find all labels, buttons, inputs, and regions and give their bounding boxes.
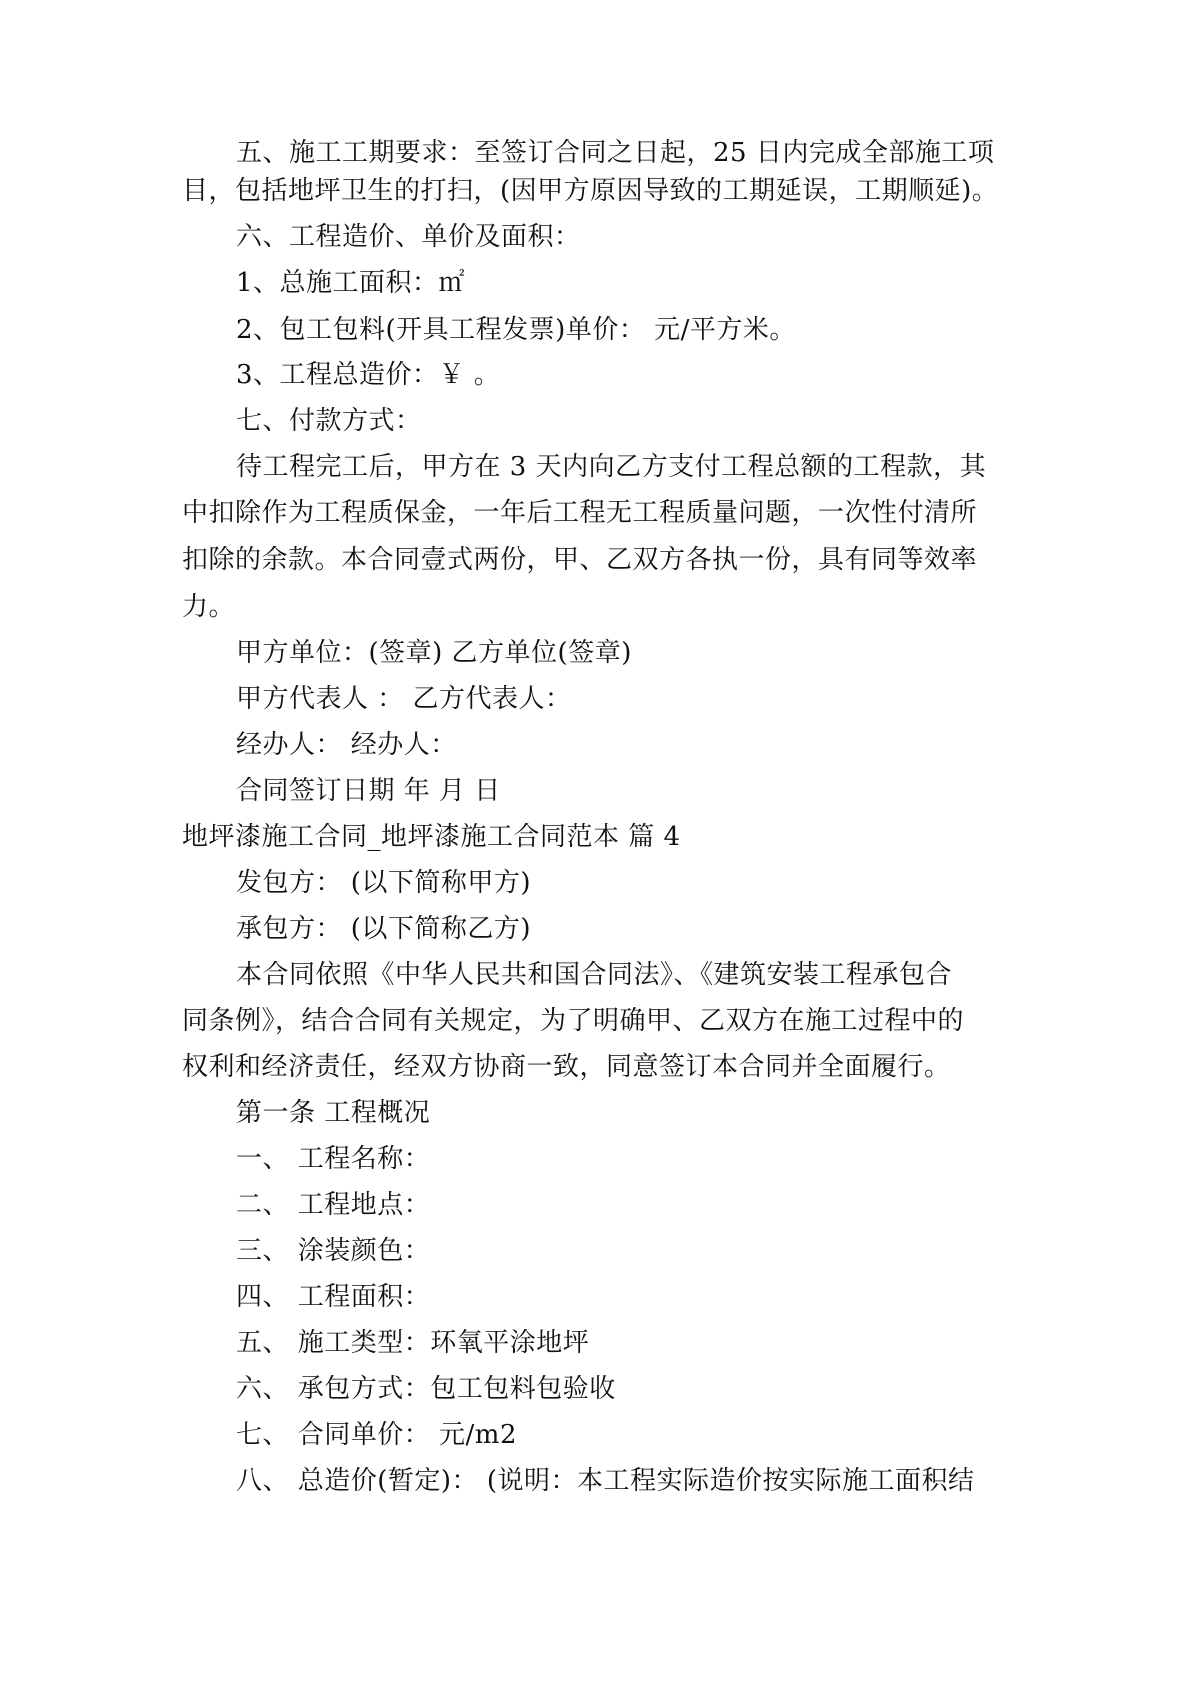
text-line-2: 目，包括地坪卫生的打扫，(因甲方原因导致的工期延误，工期顺延)。 bbox=[182, 176, 999, 206]
text-line-13: 甲方代表人 ： 乙方代表人： bbox=[236, 684, 572, 714]
text-line-26: 四、 工程面积： bbox=[236, 1282, 431, 1312]
text-line-25: 三、 涂装颜色： bbox=[236, 1236, 431, 1266]
text-line-23: 一、 工程名称： bbox=[236, 1144, 431, 1174]
text-line-6: 3、工程总造价：￥ 。 bbox=[236, 360, 501, 390]
text-line-7: 七、付款方式： bbox=[236, 406, 422, 436]
text-line-30: 八、 总造价(暂定)： (说明：本工程实际造价按实际施工面积结 bbox=[236, 1466, 975, 1496]
text-line-15: 合同签订日期 年 月 日 bbox=[236, 776, 501, 806]
text-line-20: 同条例》，结合合同有关规定，为了明确甲、乙双方在施工过程中的 bbox=[182, 1006, 965, 1036]
text-line-22: 第一条 工程概况 bbox=[236, 1098, 431, 1128]
text-line-4: 1、总施工面积：㎡ bbox=[236, 268, 466, 298]
text-line-1: 五、施工工期要求：至签订合同之日起，25 日内完成全部施工项 bbox=[236, 138, 995, 168]
text-line-21: 权利和经济责任，经双方协商一致，同意签订本合同并全面履行。 bbox=[182, 1052, 951, 1082]
section-title: 地坪漆施工合同_地坪漆施工合同范本 篇 4 bbox=[182, 822, 681, 852]
text-line-14: 经办人： 经办人： bbox=[236, 730, 457, 760]
text-line-17: 发包方： (以下简称甲方) bbox=[236, 868, 532, 898]
text-line-29: 七、 合同单价： 元/m2 bbox=[236, 1420, 517, 1450]
text-line-11: 力。 bbox=[182, 592, 236, 622]
text-line-3: 六、工程造价、单价及面积： bbox=[236, 222, 581, 252]
text-line-27: 五、 施工类型：环氧平涂地坪 bbox=[236, 1328, 590, 1358]
text-line-9: 中扣除作为工程质保金，一年后工程无工程质量问题，一次性付清所 bbox=[182, 498, 978, 528]
text-line-19: 本合同依照《中华人民共和国合同法》、《建筑安装工程承包合 bbox=[236, 960, 953, 990]
text-line-8: 待工程完工后，甲方在 3 天内向乙方支付工程总额的工程款，其 bbox=[236, 452, 987, 482]
text-line-10: 扣除的余款。本合同壹式两份，甲、乙双方各执一份，具有同等效率 bbox=[182, 545, 978, 575]
text-line-18: 承包方： (以下简称乙方) bbox=[236, 914, 532, 944]
text-line-12: 甲方单位：(签章) 乙方单位(签章) bbox=[236, 638, 632, 668]
text-line-5: 2、包工包料(开具工程发票)单价： 元/平方米。 bbox=[236, 315, 796, 345]
text-line-28: 六、 承包方式：包工包料包验收 bbox=[236, 1374, 616, 1404]
text-line-24: 二、 工程地点： bbox=[236, 1190, 431, 1220]
